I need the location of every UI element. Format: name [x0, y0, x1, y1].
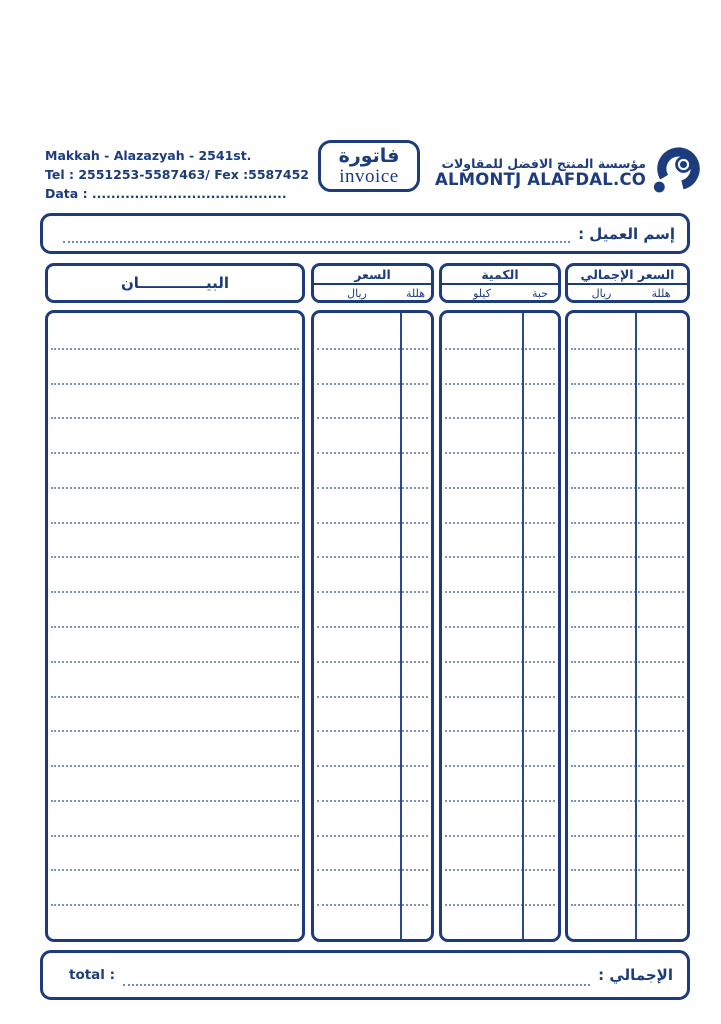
table-row-line [571, 661, 684, 663]
invoice-badge-english: invoice [339, 166, 399, 187]
body-price-column [311, 310, 434, 942]
total-label-arabic: الإجمالي : [598, 966, 673, 984]
table-row-line [317, 800, 428, 802]
total-price-group-title: السعر الإجمالي [568, 266, 687, 285]
table-row-line [51, 417, 299, 419]
table-row-line [317, 730, 428, 732]
table-row-line [571, 556, 684, 558]
table-row-line [445, 869, 555, 871]
table-row-line [571, 452, 684, 454]
body-total-price-column [565, 310, 690, 942]
company-name-arabic: مؤسسة المنتج الافضل للمقاولات [441, 155, 646, 171]
table-row-line [445, 383, 555, 385]
table-row-line [51, 591, 299, 593]
table-row-line [317, 696, 428, 698]
table-row-line [317, 348, 428, 350]
header-price-group [311, 263, 434, 303]
table-row-line [51, 348, 299, 350]
table-row-line [571, 869, 684, 871]
table-row-line [571, 522, 684, 524]
table-row-line [317, 661, 428, 663]
body-quantity-column [439, 310, 561, 942]
table-row-line [571, 904, 684, 906]
table-row-line [445, 904, 555, 906]
total-dotted-line [123, 964, 590, 986]
price-halala-label: هللة [406, 287, 425, 300]
company-name-english: ALMONTJ ALAFDAL.CO [435, 169, 646, 189]
table-row-line [445, 522, 555, 524]
table-row-line [445, 417, 555, 419]
table-row-line [317, 452, 428, 454]
price-group-title: السعر [314, 266, 431, 285]
table-row-line [51, 626, 299, 628]
table-row-line [317, 904, 428, 906]
table-row-line [445, 835, 555, 837]
table-row-line [51, 765, 299, 767]
table-row-line [51, 522, 299, 524]
header-quantity-group [439, 263, 561, 303]
table-row-line [571, 626, 684, 628]
table-row-line [317, 487, 428, 489]
company-logo-icon [651, 146, 701, 198]
table-row-line [445, 661, 555, 663]
header-description-column [45, 263, 305, 303]
table-row-line [445, 348, 555, 350]
customer-name-dotted-line [63, 224, 570, 242]
phone-line: Tel : 2551253-5587463/ Fex :5587452 [45, 167, 310, 182]
table-row-line [571, 835, 684, 837]
table-row-line [571, 348, 684, 350]
table-row-line [571, 696, 684, 698]
table-row-line [445, 591, 555, 593]
table-row-line [571, 765, 684, 767]
table-row-line [317, 383, 428, 385]
total-price-halala-label: هللة [651, 287, 671, 300]
quantity-kilo-label: كيلو [473, 287, 491, 300]
subcolumn-divider [522, 313, 524, 939]
invoice-badge-arabic: فاتورة [338, 145, 400, 167]
table-row-line [317, 591, 428, 593]
table-row-line [571, 591, 684, 593]
table-row-line [571, 800, 684, 802]
customer-name-label: إسم العميل : [578, 224, 675, 243]
date-line: Data : ......................................... [45, 186, 287, 201]
table-row-line [51, 487, 299, 489]
table-row-line [317, 556, 428, 558]
customer-name-bar [40, 213, 690, 254]
table-row-line [571, 730, 684, 732]
company-header [435, 146, 701, 198]
quantity-piece-label: حبة [531, 287, 549, 300]
table-row-line [445, 800, 555, 802]
table-row-line [51, 696, 299, 698]
invoice-badge [318, 140, 420, 192]
table-row-line [445, 765, 555, 767]
table-row-line [571, 383, 684, 385]
total-label-english: total : [69, 967, 116, 983]
description-header-label: البيـــــــــــــان [120, 274, 230, 292]
table-row-line [445, 452, 555, 454]
subcolumn-divider [635, 313, 637, 939]
company-contact-block [45, 146, 309, 203]
table-row-line [571, 487, 684, 489]
header-total-price-group [565, 263, 690, 303]
table-row-line [51, 800, 299, 802]
subcolumn-divider [400, 313, 402, 939]
table-row-line [317, 522, 428, 524]
table-row-line [445, 556, 555, 558]
table-row-line [51, 869, 299, 871]
table-row-line [317, 765, 428, 767]
table-row-line [317, 869, 428, 871]
body-description-column [45, 310, 305, 942]
table-row-line [317, 626, 428, 628]
table-row-line [445, 487, 555, 489]
table-row-line [51, 661, 299, 663]
table-row-line [51, 904, 299, 906]
table-row-line [571, 417, 684, 419]
price-riyal-label: ريال [347, 287, 367, 300]
table-row-line [51, 835, 299, 837]
table-row-line [317, 835, 428, 837]
address-line: Makkah - Alazazyah - 2541st. [45, 148, 252, 163]
grand-total-bar [40, 950, 690, 1000]
table-row-line [317, 417, 428, 419]
table-row-line [51, 452, 299, 454]
total-price-riyal-label: ريال [591, 287, 612, 300]
quantity-group-title: الكمية [442, 266, 558, 285]
table-row-line [445, 696, 555, 698]
table-row-line [51, 383, 299, 385]
table-row-line [445, 626, 555, 628]
table-row-line [51, 556, 299, 558]
table-row-line [51, 730, 299, 732]
table-row-line [445, 730, 555, 732]
